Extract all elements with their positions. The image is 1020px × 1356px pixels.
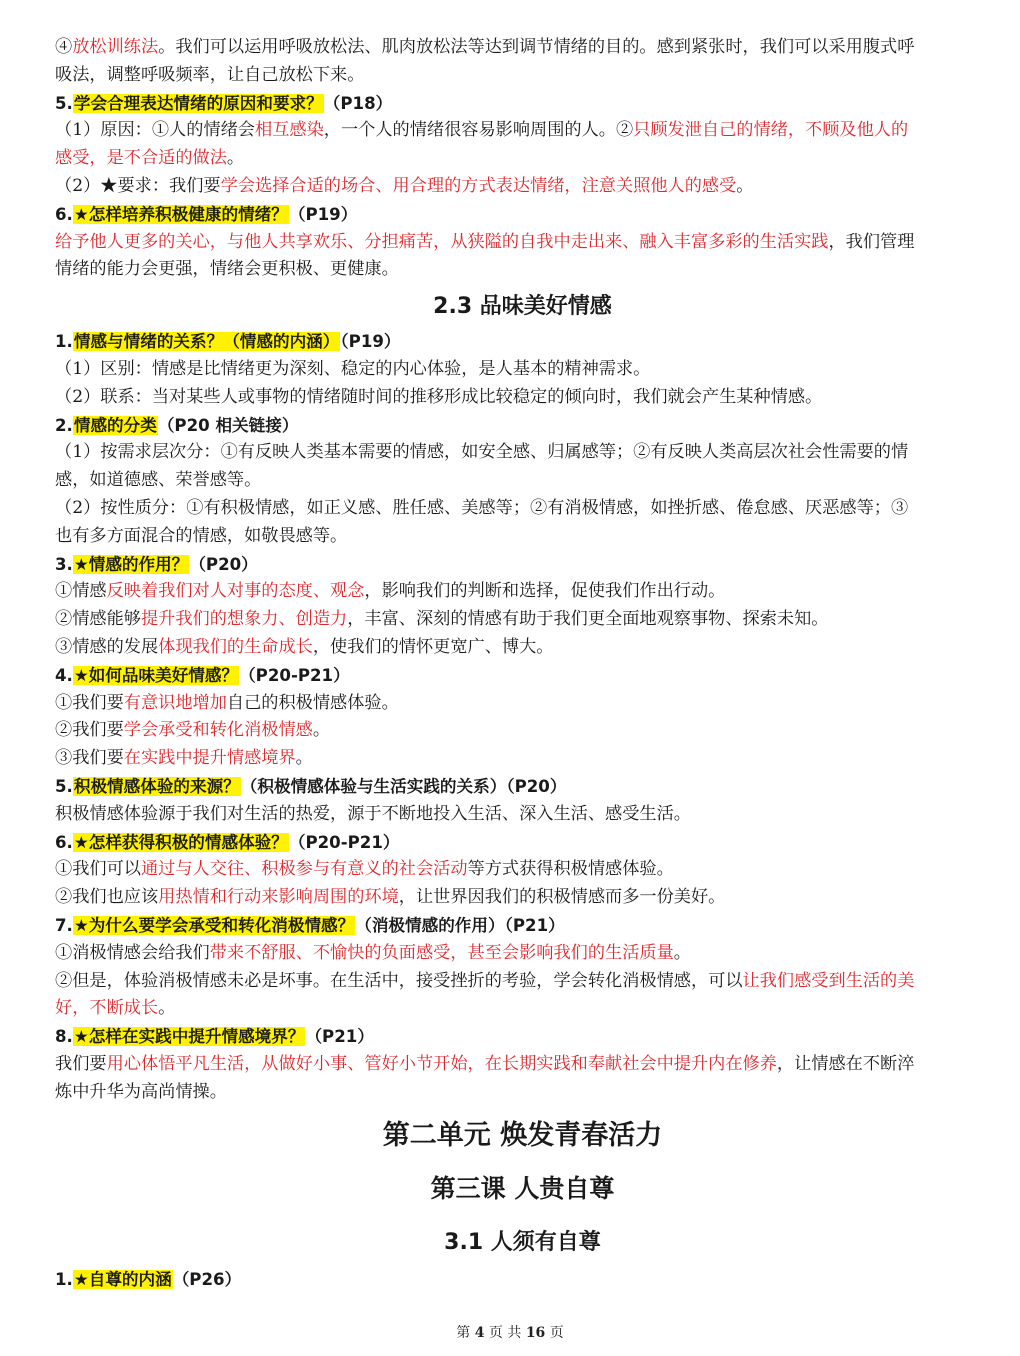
section-heading: 2.3 品味美好情感 [433,294,612,320]
text-line: 炼中升华为高尚情操。 [55,1081,227,1102]
page-footer: 第 4 页 共 16 页 [456,1325,564,1341]
page-number: 4 [474,1325,485,1341]
text-line: 感受，是不合适的做法。 [55,148,245,169]
question-heading: 1.情感与情绪的关系？（情感的内涵）（P19） [55,332,401,352]
question-heading: 8.★怎样在实践中提升情感境界？（P21） [55,1027,374,1047]
highlighted-question: 情感的分类 [73,415,157,435]
question-heading: 6.★怎样获得积极的情感体验？（P20-P21） [55,832,400,852]
text-line: （2）联系：当对某些人或事物的情绪随时间的推移形成比较稳定的倾向时，我们就会产生某种情感。 [55,386,823,407]
text-line: （1）区别：情感是比情绪更为深刻、稳定的内心体验，是人基本的精神需求。 [55,358,651,379]
text-line: 吸法，调整呼吸频率，让自己放松下来。 [55,64,365,85]
text-line: ②我们也应该用热情和行动来影响周围的环境，让世界因我们的积极情感而多一份美好。 [55,887,726,908]
highlighted-question: ★如何品味美好情感？ [73,665,239,685]
highlighted-question: 情感与情绪的关系？（情感的内涵） [73,332,340,352]
text-line: ①消极情感会给我们带来不舒服、不愉快的负面感受，甚至会影响我们的生活质量。 [55,942,691,963]
text-line: 积极情感体验源于我们对生活的热爱，源于不断地投入生活、深入生活、感受生活。 [55,803,691,824]
highlighted-question: ★为什么要学会承受和转化消极情感？ [73,915,355,935]
question-heading: 3.★情感的作用？（P20） [55,554,258,574]
text-line: ④放松训练法。我们可以运用呼吸放松法、肌肉放松法等达到调节情绪的目的。感到紧张时，我们可以采用腹式呼 [55,37,915,57]
text-line: （2）按性质分：①有积极情感，如正义感、胜任感、美感等；②有消极情感，如挫折感、倦怠感、厌恶感等；③ [55,497,909,518]
text-line: 情绪的能力会更强，情绪会更积极、更健康。 [55,259,399,280]
highlighted-question: ★怎样培养积极健康的情绪？ [73,204,288,224]
section-heading: 3.1 人须有自尊 [444,1230,601,1256]
text-line: （2）★要求：我们要学会选择合适的场合、用合理的方式表达情绪，注意关照他人的感受。 [55,175,754,196]
text-line: 感，如道德感、荣誉感等。 [55,470,262,491]
lesson-heading: 第三课 人贵自尊 [430,1174,615,1204]
highlighted-question: 积极情感体验的来源？ [73,776,240,796]
highlighted-question: ★自尊的内涵 [73,1270,172,1290]
document-page [55,34,990,1294]
text-line: 我们要用心体悟平凡生活，从做好小事、管好小节开始，在长期实践和奉献社会中提升内在修养，让情感在不断淬 [55,1053,915,1074]
total-pages: 16 [525,1325,546,1341]
text-line: ①我们可以通过与人交往、积极参与有意义的社会活动等方式获得积极情感体验。 [55,859,674,880]
text-line: 好，不断成长。 [55,998,176,1019]
highlighted-question: ★怎样在实践中提升情感境界？ [73,1027,305,1047]
text-line: ②但是，体验消极情感未必是坏事。在生活中，接受挫折的考验，学会转化消极情感，可以让我们感受到生活的美 [55,970,915,991]
highlighted-question: ★怎样获得积极的情感体验？ [73,832,288,852]
text-line: ①情感反映着我们对人对事的态度、观念，影响我们的判断和选择，促使我们作出行动。 [55,581,726,602]
question-heading: 2.情感的分类（P20 相关链接） [55,415,299,435]
text-line: 给予他人更多的关心，与他人共享欢乐、分担痛苦，从狭隘的自我中走出来、融入丰富多彩的生活实践，我们管理 [55,231,915,252]
text-line: （1）按需求层次分：①有反映人类基本需要的情感，如安全感、归属感等；②有反映人类高层次社会性需要的情 [55,442,909,463]
highlighted-question: 学会合理表达情绪的原因和要求？ [73,93,323,113]
text-line: ②情感能够提升我们的想象力、创造力，丰富、深刻的情感有助于我们更全面地观察事物、探索未知。 [55,609,829,630]
text-line: ③我们要在实践中提升情感境界。 [55,748,313,769]
text-line: 也有多方面混合的情感，如敬畏感等。 [55,525,348,546]
question-heading: 1.★自尊的内涵（P26） [55,1270,242,1290]
question-heading: 6.★怎样培养积极健康的情绪？（P19） [55,204,358,224]
question-heading: 5.积极情感体验的来源？（积极情感体验与生活实践的关系）（P20） [55,776,567,796]
text-line: ①我们要有意识地增加自己的积极情感体验。 [55,692,399,713]
text-line: ③情感的发展体现我们的生命成长，使我们的情怀更宽广、博大。 [55,636,554,657]
question-heading: 7.★为什么要学会承受和转化消极情感？（消极情感的作用）（P21） [55,915,565,935]
text-line: ②我们要学会承受和转化消极情感。 [55,720,331,741]
text-line: （1）原因：①人的情绪会相互感染，一个人的情绪很容易影响周围的人。②只顾发泄自己的情绪，不顾及他人的 [55,120,909,141]
unit-heading: 第二单元 焕发青春活力 [382,1120,663,1152]
question-heading: 4.★如何品味美好情感？（P20-P21） [55,665,350,685]
highlighted-question: ★情感的作用？ [73,554,189,574]
question-heading: 5.学会合理表达情绪的原因和要求？（P18） [55,93,393,113]
